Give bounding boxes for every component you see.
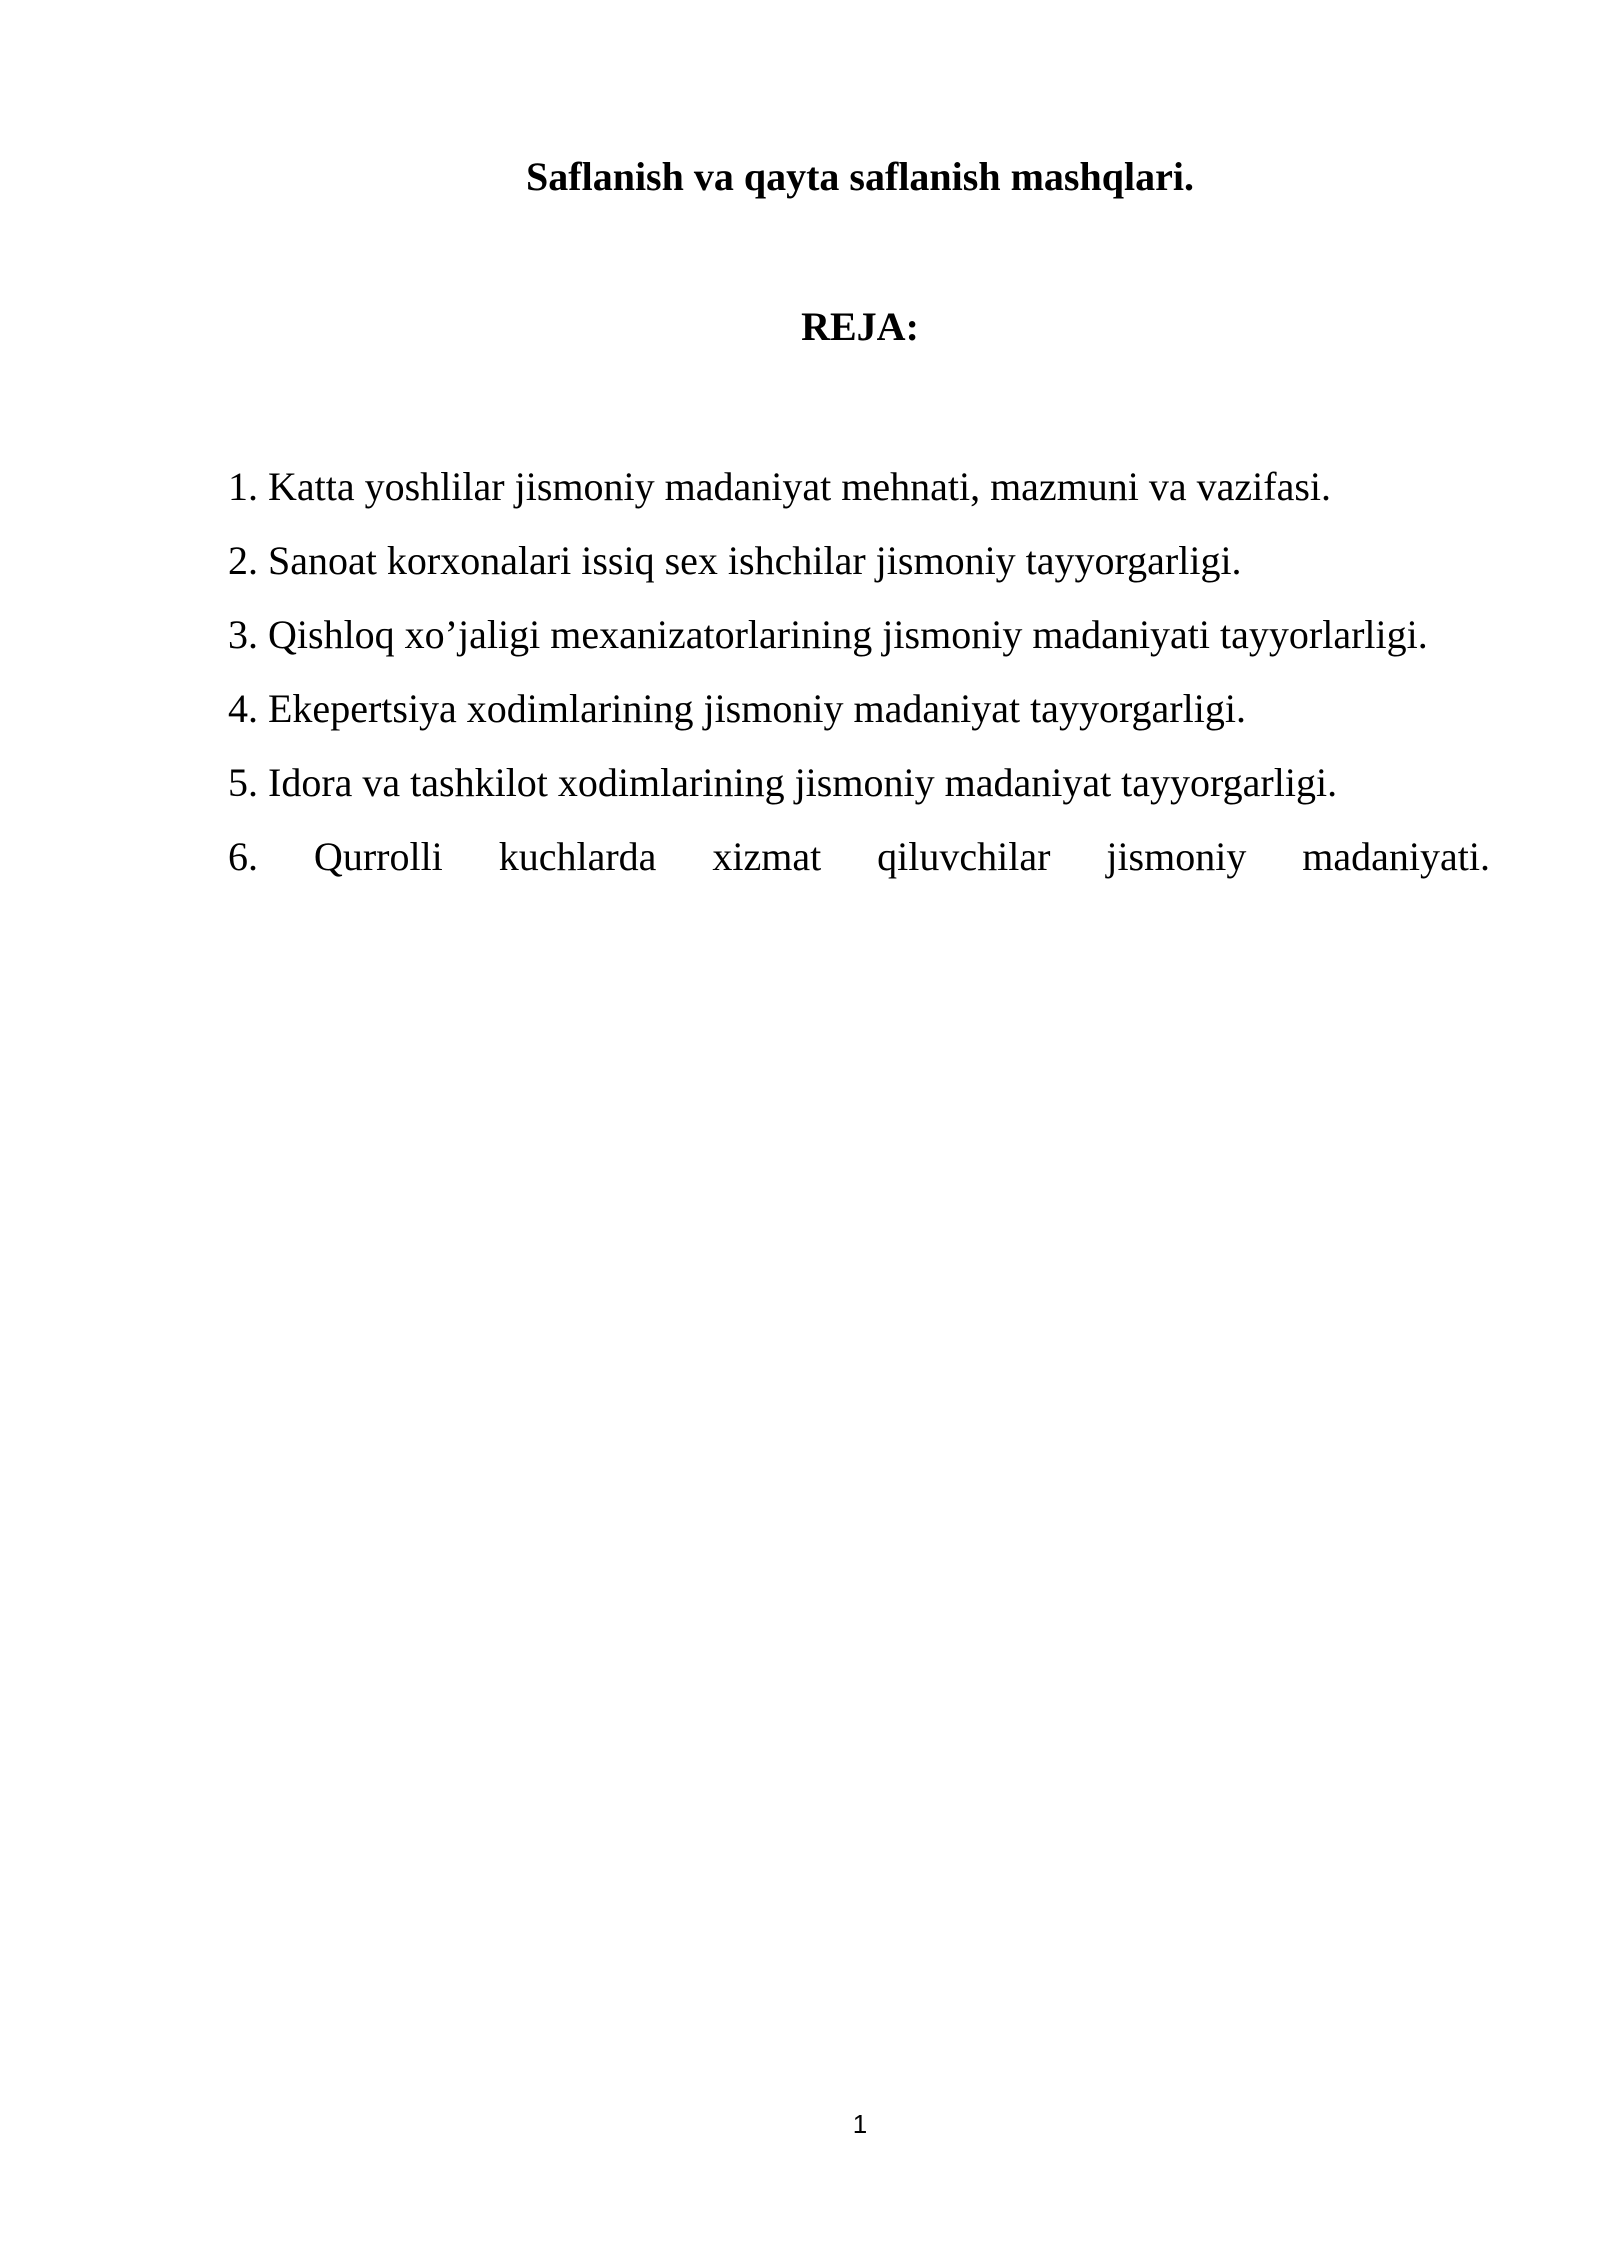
plan-heading: REJA: (801, 304, 919, 349)
plan-item: 2. Sanoat korxonalari issiq sex ishchilar jismoniy tayyorgarligi. (228, 538, 1242, 583)
plan-item: 5. Idora va tashkilot xodimlarining jismoniy madaniyat tayyorgarligi. (228, 760, 1338, 805)
page-number: 1 (852, 2109, 868, 2139)
plan-item: 4. Ekepertsiya xodimlarining jismoniy madaniyat tayyorgarligi. (228, 686, 1246, 731)
plan-item: 6. Qurrolli kuchlarda xizmat qiluvchilar jismoniy madaniyati. (228, 834, 1490, 879)
plan-list (228, 450, 1490, 894)
plan-item: 1. Katta yoshlilar jismoniy madaniyat mehnati, mazmuni va vazifasi. (228, 464, 1332, 509)
plan-item: 3. Qishloq xo’jaligi mexanizatorlarining jismoniy madaniyati tayyorlarligi. (228, 612, 1428, 657)
document-title: Saflanish va qayta saflanish mashqlari. (526, 154, 1194, 199)
